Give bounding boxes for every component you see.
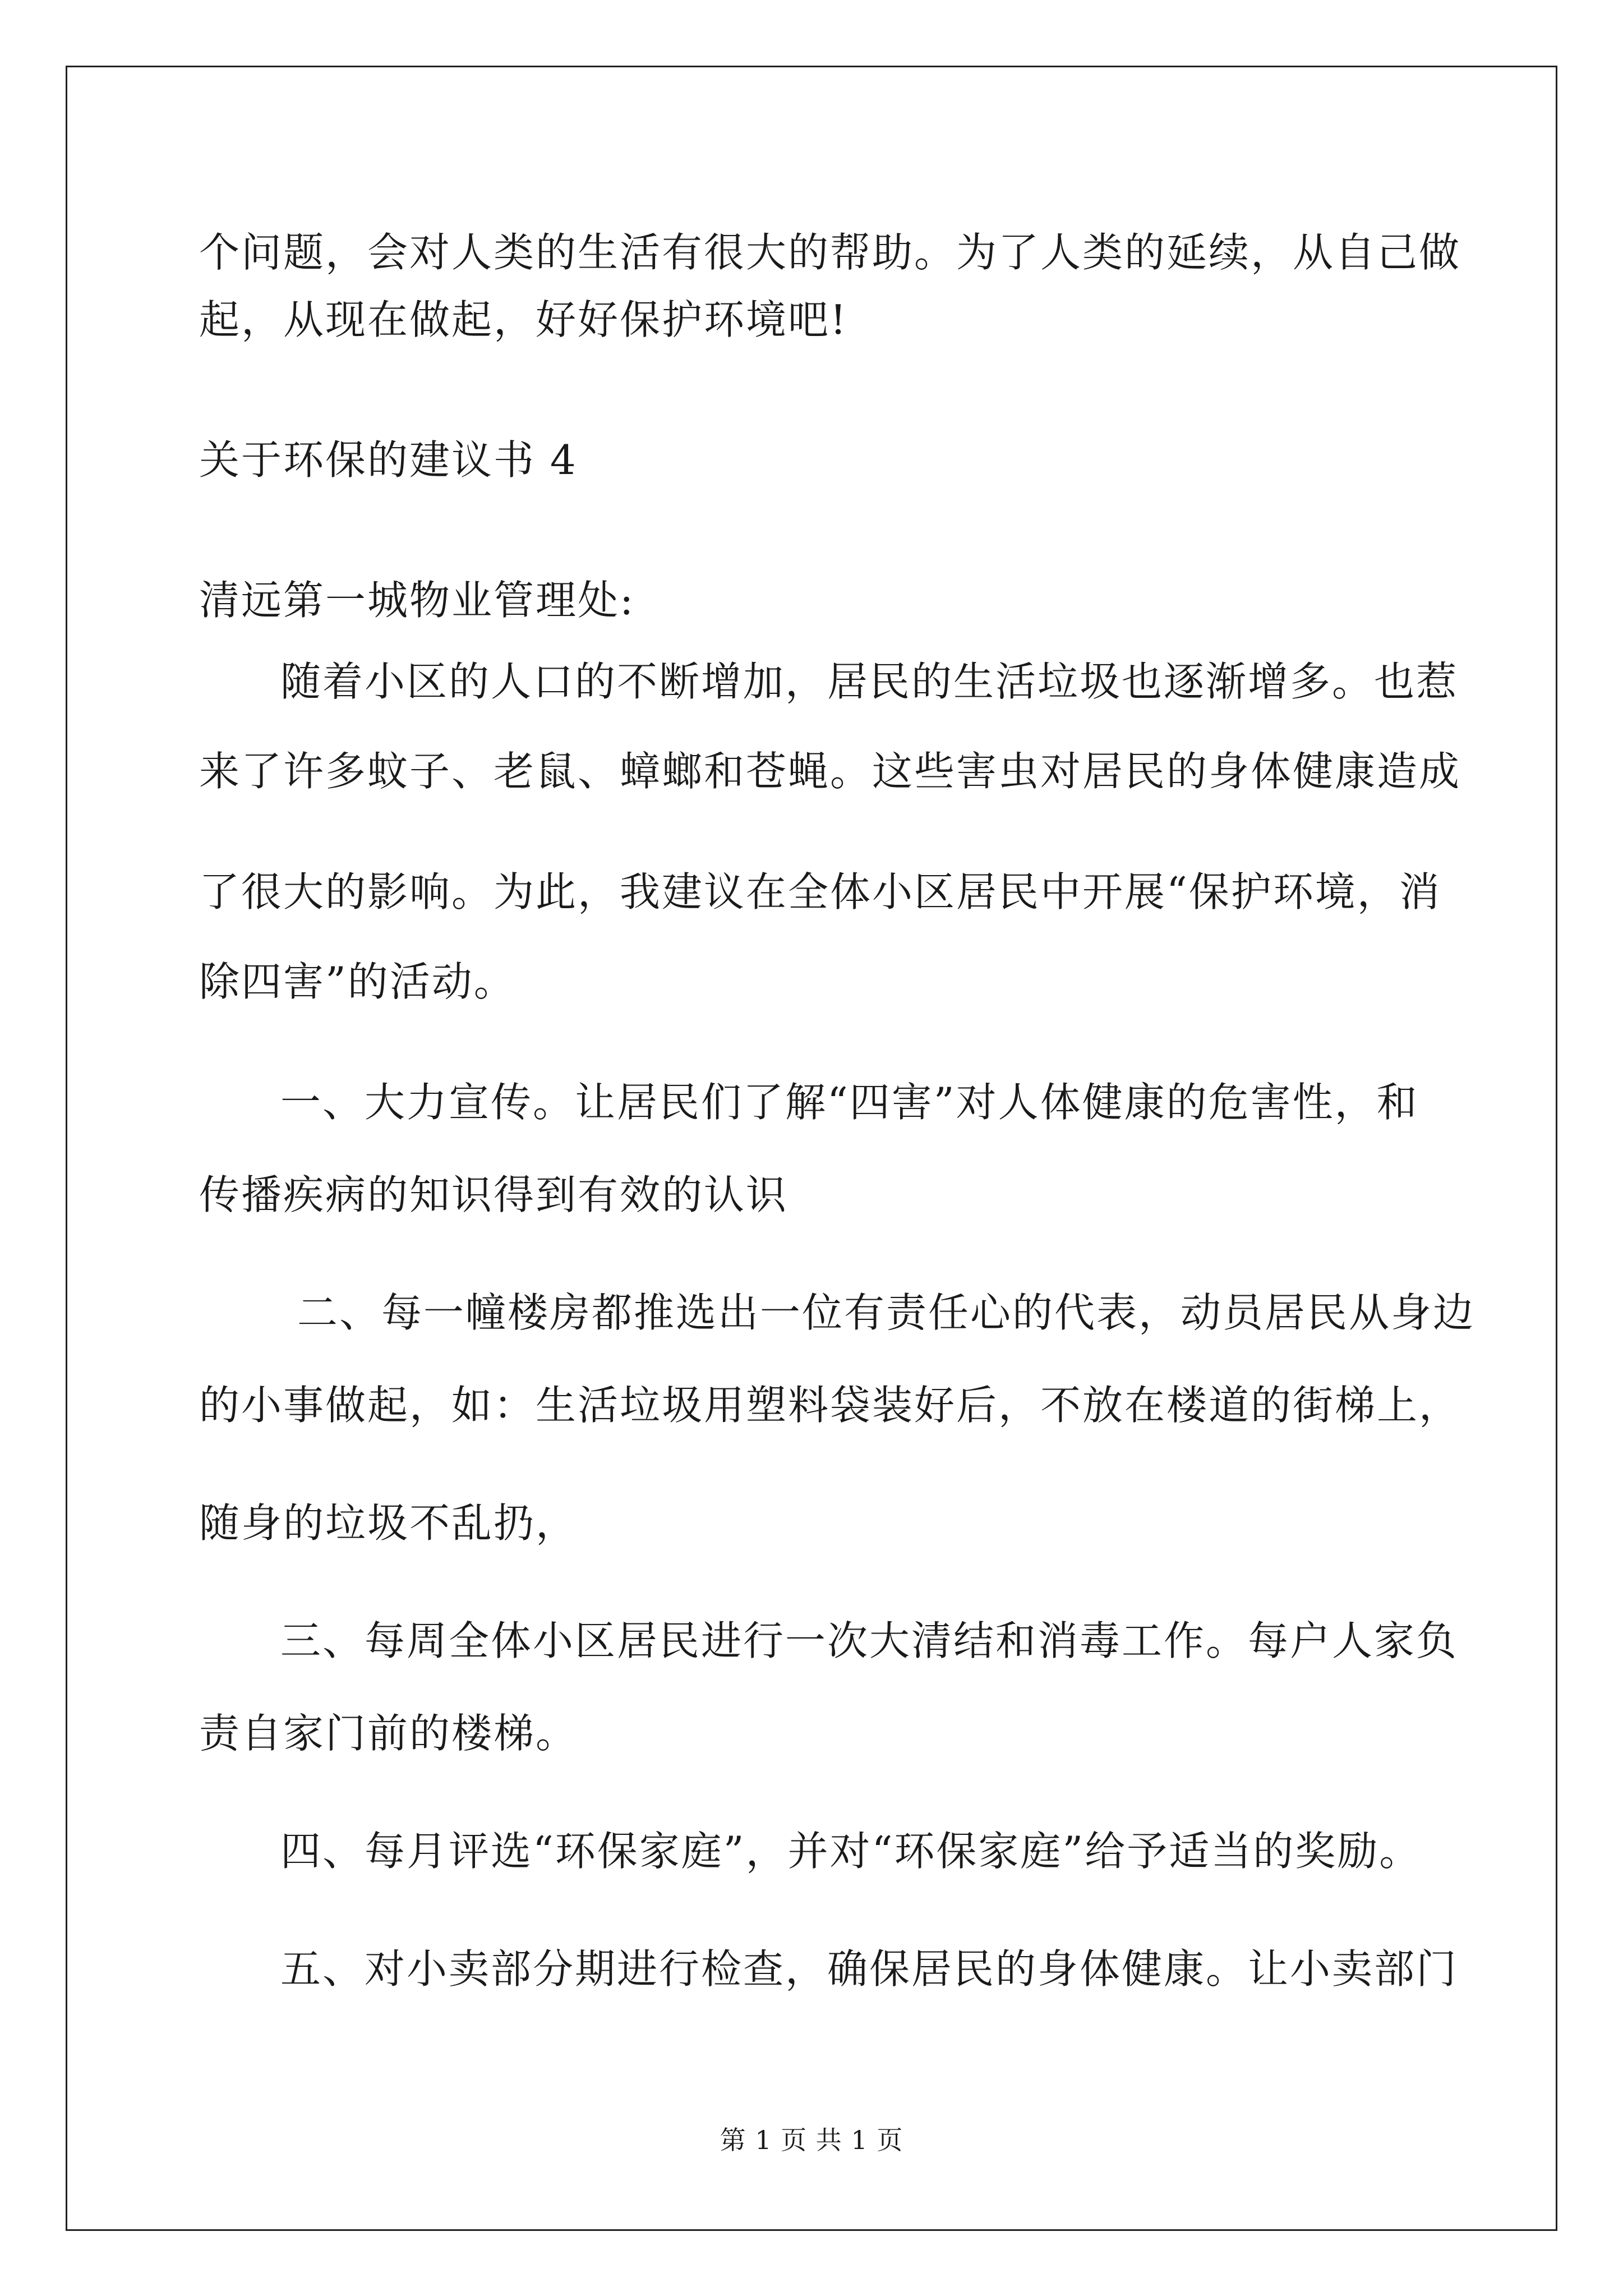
body-line: 一、大力宣传。让居民们了解“四害”对人体健康的危害性，和	[280, 1079, 1419, 1126]
salutation: 清远第一城物业管理处:	[199, 577, 635, 624]
body-line: 责自家门前的楼梯。	[199, 1710, 578, 1757]
body-line: 的小事做起，如：生活垃圾用塑料袋装好后，不放在楼道的街梯上，	[199, 1382, 1461, 1429]
body-line: 随着小区的人口的不断增加，居民的生活垃圾也逐渐增多。也惹	[280, 658, 1459, 705]
body-line: 随身的垃圾不乱扔，	[199, 1499, 578, 1547]
body-line: 了很大的影响。为此，我建议在全体小区居民中开展“保护环境，消	[199, 868, 1441, 915]
body-line: 三、每周全体小区居民进行一次大清结和消毒工作。每户人家负	[280, 1617, 1459, 1664]
body-line: 五、对小卖部分期进行检查，确保居民的身体健康。让小卖部门	[280, 1945, 1459, 1993]
body-line: 传播疾病的知识得到有效的认识	[199, 1171, 789, 1218]
page-footer: 第 1 页 共 1 页	[720, 2125, 903, 2155]
body-line: 四、每月评选“环保家庭”，并对“环保家庭”给予适当的奖励。	[280, 1828, 1422, 1875]
body-line: 起，从现在做起，好好保护环境吧!	[199, 296, 848, 343]
body-line: 个问题，会对人类的生活有很大的帮助。为了人类的延续，从自己做	[199, 229, 1461, 276]
section-heading: 关于环保的建议书 4	[199, 436, 578, 484]
body-line: 除四害”的活动。	[199, 958, 516, 1005]
page-border	[66, 66, 1557, 2231]
body-line: 二、每一幢楼房都推选出一位有责任心的代表，动员居民从身边	[297, 1289, 1476, 1336]
body-line: 来了许多蚊子、老鼠、蟑螂和苍蝇。这些害虫对居民的身体健康造成	[199, 748, 1461, 795]
